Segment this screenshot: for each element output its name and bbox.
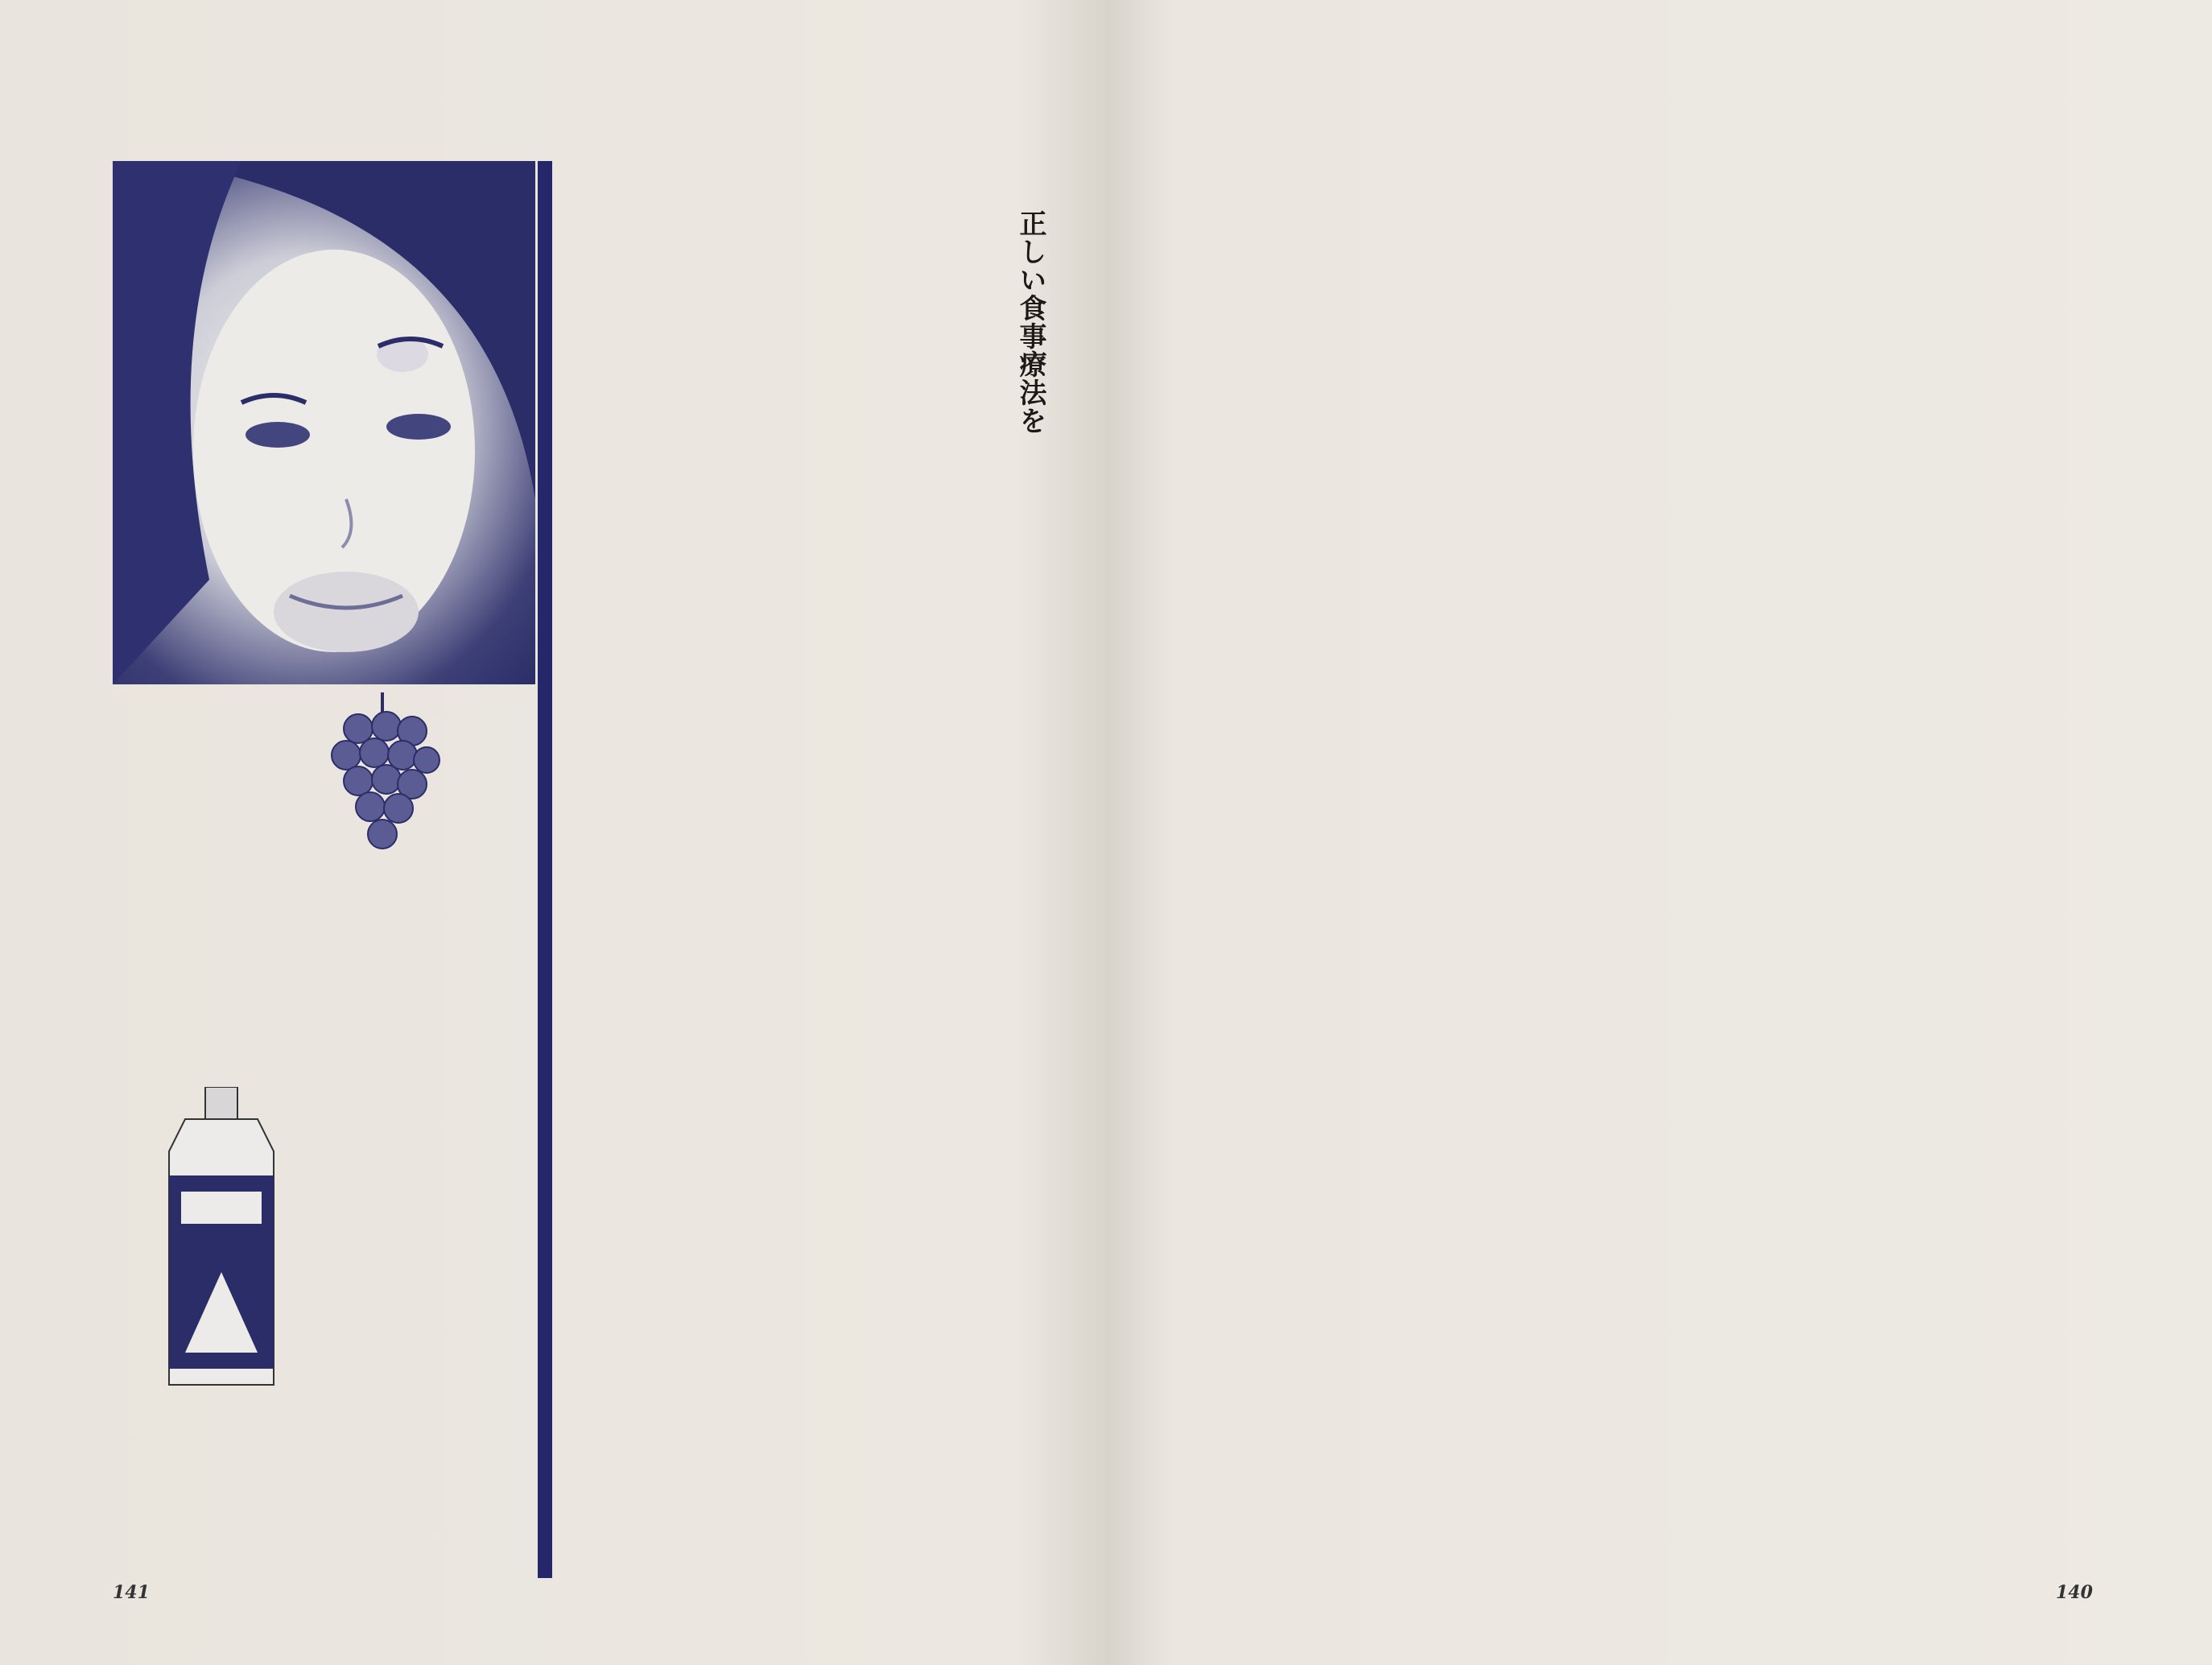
advertisement xyxy=(113,161,559,1578)
article-upper-text xyxy=(559,161,1042,644)
child-face-illustration xyxy=(113,161,535,684)
grape-illustration xyxy=(322,692,443,870)
detergent-bottle-illustration xyxy=(161,1087,282,1393)
right-page xyxy=(1106,0,2212,1665)
ad-child-photo xyxy=(113,161,535,684)
article-heading: 正しい食事療法を xyxy=(1014,209,1046,435)
ad-border-bar xyxy=(538,161,552,1578)
article-lower-text xyxy=(628,652,1038,1586)
page-number-right: 140 xyxy=(2056,1582,2093,1603)
right-upper-text xyxy=(1170,153,2096,604)
bottle-icon xyxy=(161,1087,282,1393)
grape-icon xyxy=(322,692,443,870)
author-name xyxy=(539,1417,572,1514)
right-lower-text xyxy=(1170,636,2096,1570)
page-number-left: 141 xyxy=(113,1582,150,1603)
